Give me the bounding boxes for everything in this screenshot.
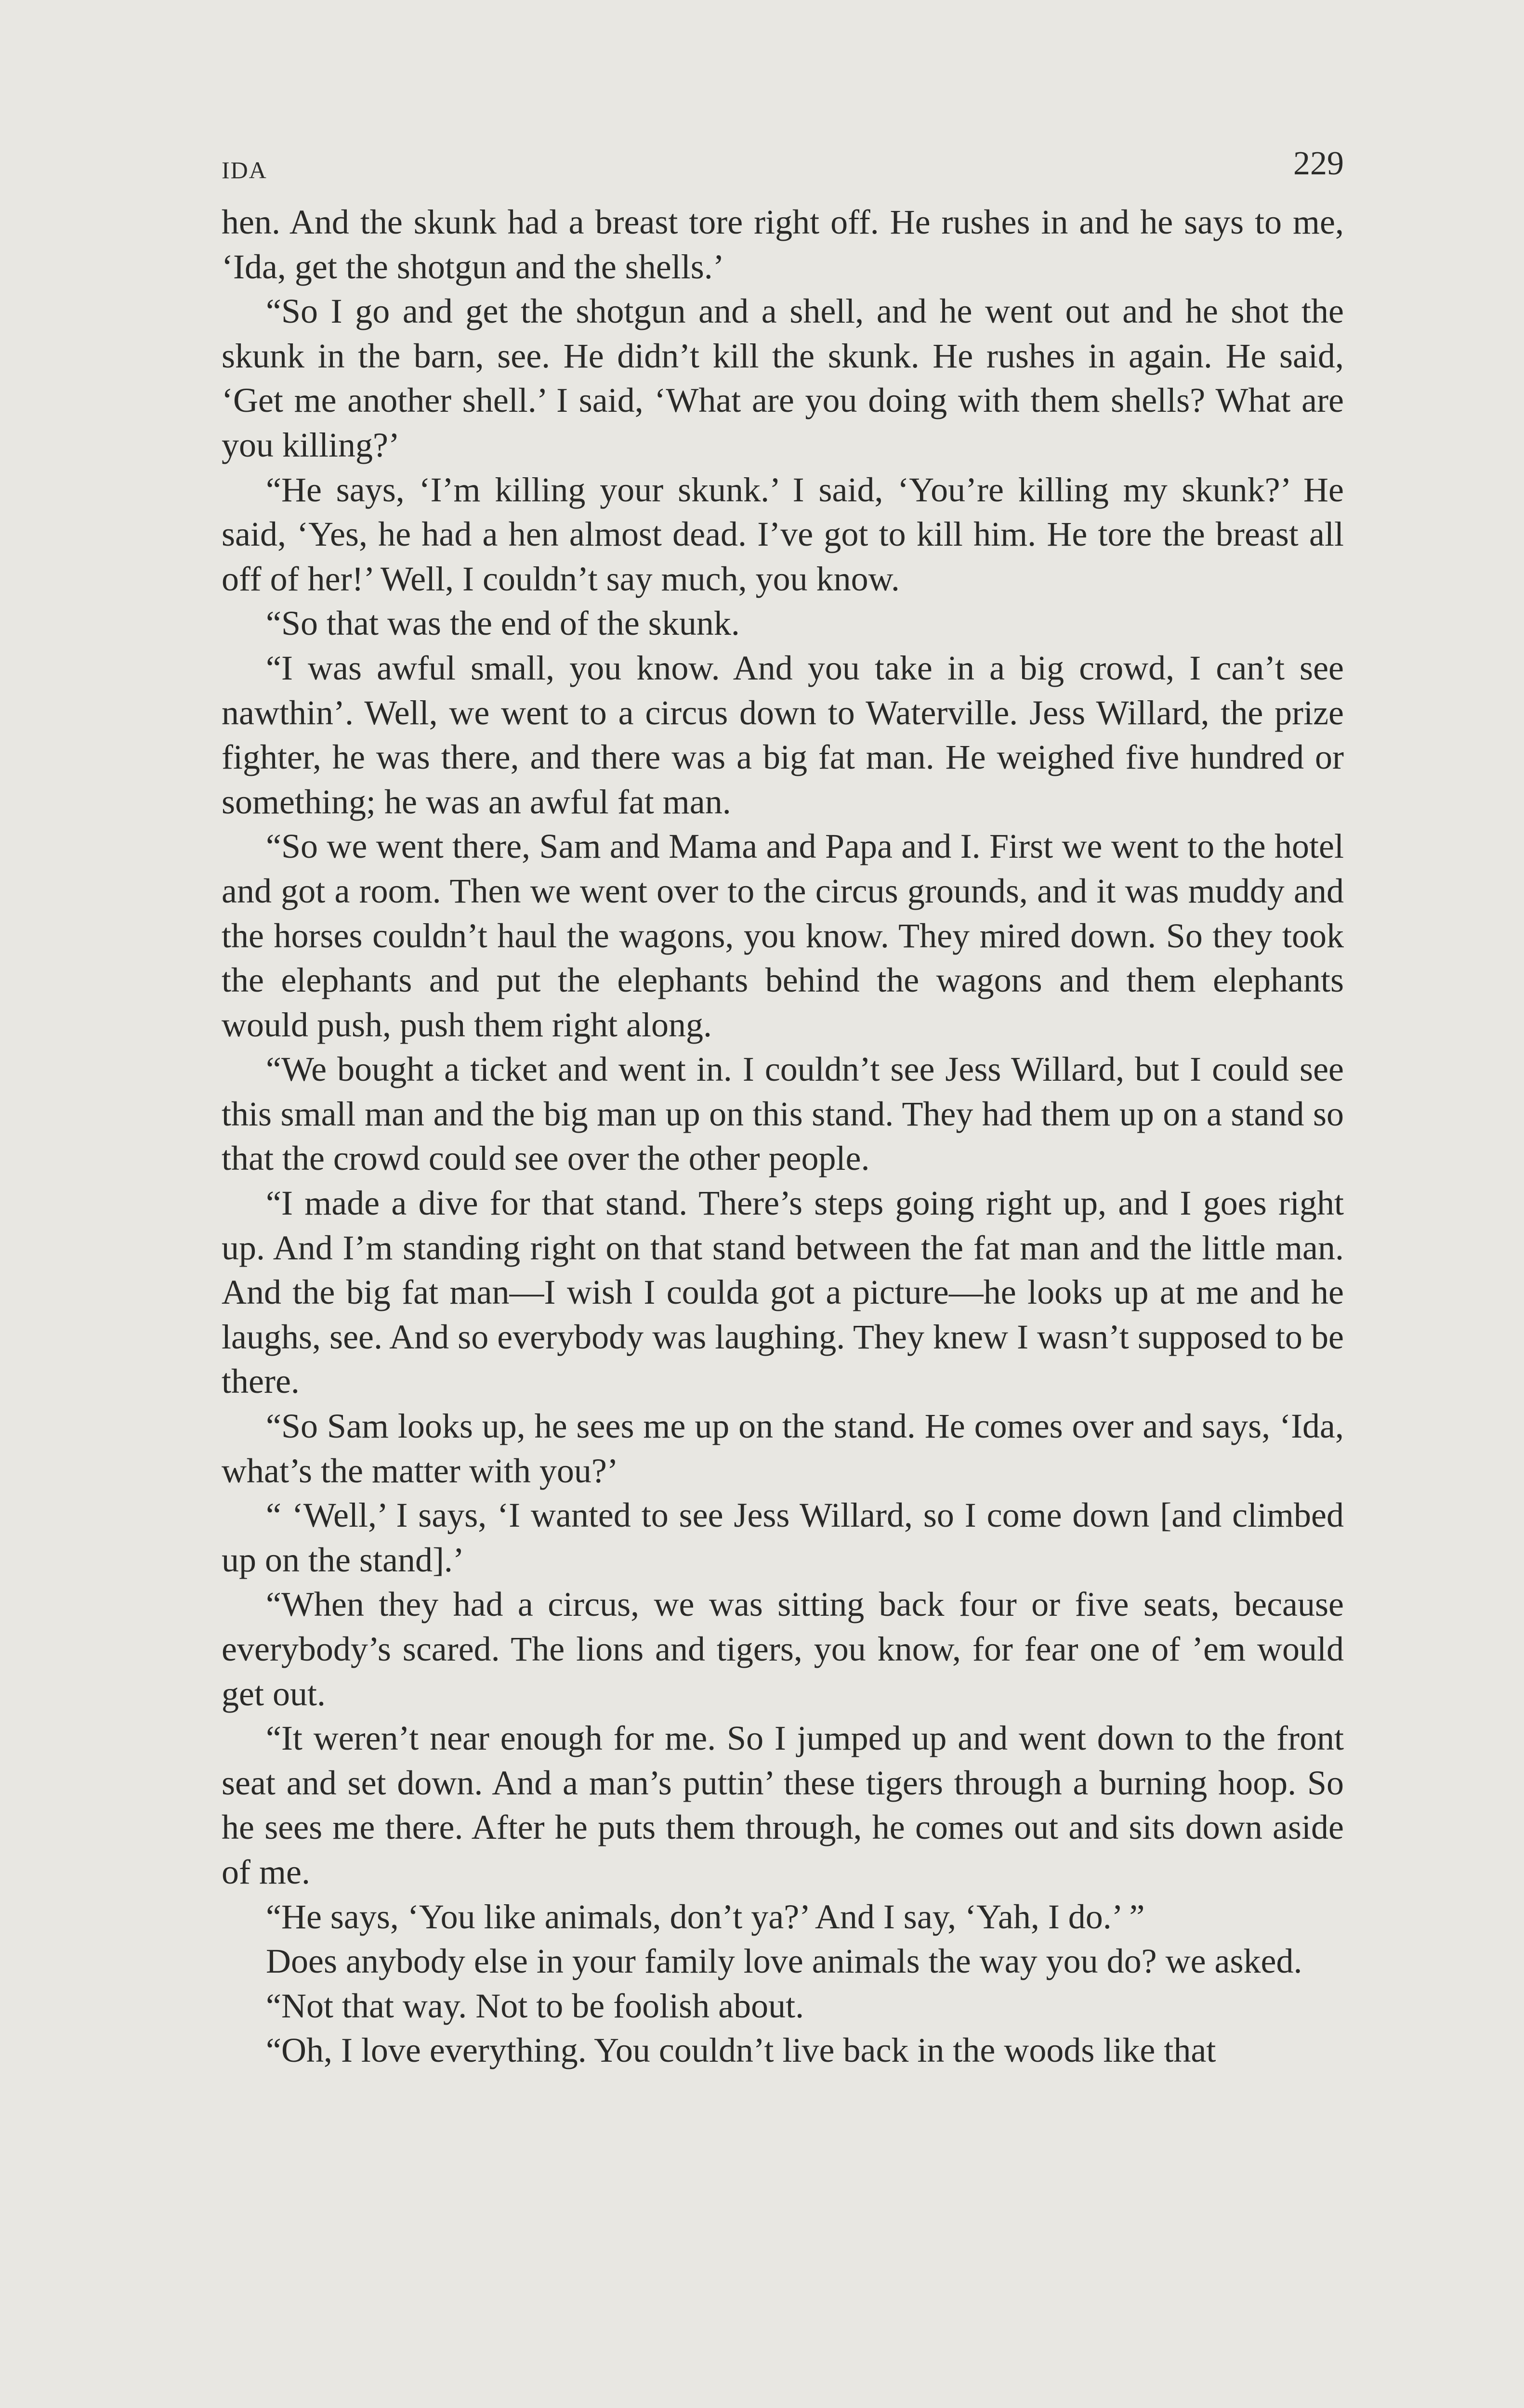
paragraph: “So that was the end of the skunk. [266, 604, 740, 643]
paragraph: Does anybody else in your family love animals the way you do? we asked. [266, 1942, 1302, 1981]
paragraph: “When they had a circus, we was sitting back four or five seats, because everybody’s scared. The lions and tigers, you know, for fear one of ’em would get out. [222, 1585, 1344, 1713]
paragraph: “Not that way. Not to be foolish about. [266, 1986, 804, 2025]
paragraph: “ ‘Well,’ I says, ‘I wanted to see Jess Willard, so I come down [and climbed up on the stand].’ [222, 1496, 1344, 1579]
paragraph: “So I go and get the shotgun and a shell, and he went out and he shot the skunk in the barn, see. He didn’t kill the skunk. He rushes in again. He said, ‘Get me another shell.’ I said, ‘What are you doing with them shells? What are you killing?’ [222, 292, 1344, 464]
paragraph: “Oh, I love everything. You couldn’t live back in the woods like that [266, 2031, 1216, 2070]
paragraph: “I made a dive for that stand. There’s steps going right up, and I goes right up. And I’m standing right on that stand between the fat man and the little man. And the big fat man—I wish I coulda got a picture—he looks up at me and he laughs, see. And so everybody was laughing. They knew I wasn’t supposed to be there. [222, 1184, 1344, 1401]
paragraph: “It weren’t near enough for me. So I jumped up and went down to the front seat and set down. And a man’s puttin’ these tigers through a burning hoop. So he sees me there. After he puts them through, he comes out and sits down aside of me. [222, 1719, 1344, 1891]
page-header [222, 144, 1344, 197]
page-number: 229 [1293, 145, 1344, 182]
paragraph: “We bought a ticket and went in. I couldn’t see Jess Willard, but I could see this small man and the big man up on this stand. They had them up on a stand so that the crowd could see over the other people. [222, 1050, 1344, 1178]
body-text [222, 200, 1344, 2073]
paragraph: hen. And the skunk had a breast tore right off. He rushes in and he says to me, ‘Ida, get the shotgun and the shells.’ [222, 203, 1344, 286]
paragraph: “So we went there, Sam and Mama and Papa and I. First we went to the hotel and got a room. Then we went over to the circus grounds, and it was muddy and the horses couldn’t haul the wagons, you know. They mired down. So they took the elephants and put the elephants behind the wagons and them elephants would push, push them right along. [222, 827, 1344, 1044]
paragraph: “So Sam looks up, he sees me up on the stand. He comes over and says, ‘Ida, what’s the matter with you?’ [222, 1407, 1344, 1490]
running-head: IDA [222, 157, 267, 183]
paragraph: “He says, ‘You like animals, don’t ya?’ And I say, ‘Yah, I do.’ ” [266, 1897, 1145, 1936]
paragraph: “He says, ‘I’m killing your skunk.’ I said, ‘You’re killing my skunk?’ He said, ‘Yes, he had a hen almost dead. I’ve got to kill him. He tore the breast all off of her!’ Well, I couldn’t say much, you know. [222, 470, 1344, 598]
paragraph: “I was awful small, you know. And you take in a big crowd, I can’t see nawthin’. Well, we went to a circus down to Waterville. Jess Willard, the prize fighter, he was there, and there was a big fat man. He weighed five hundred or something; he was an awful fat man. [222, 648, 1344, 821]
